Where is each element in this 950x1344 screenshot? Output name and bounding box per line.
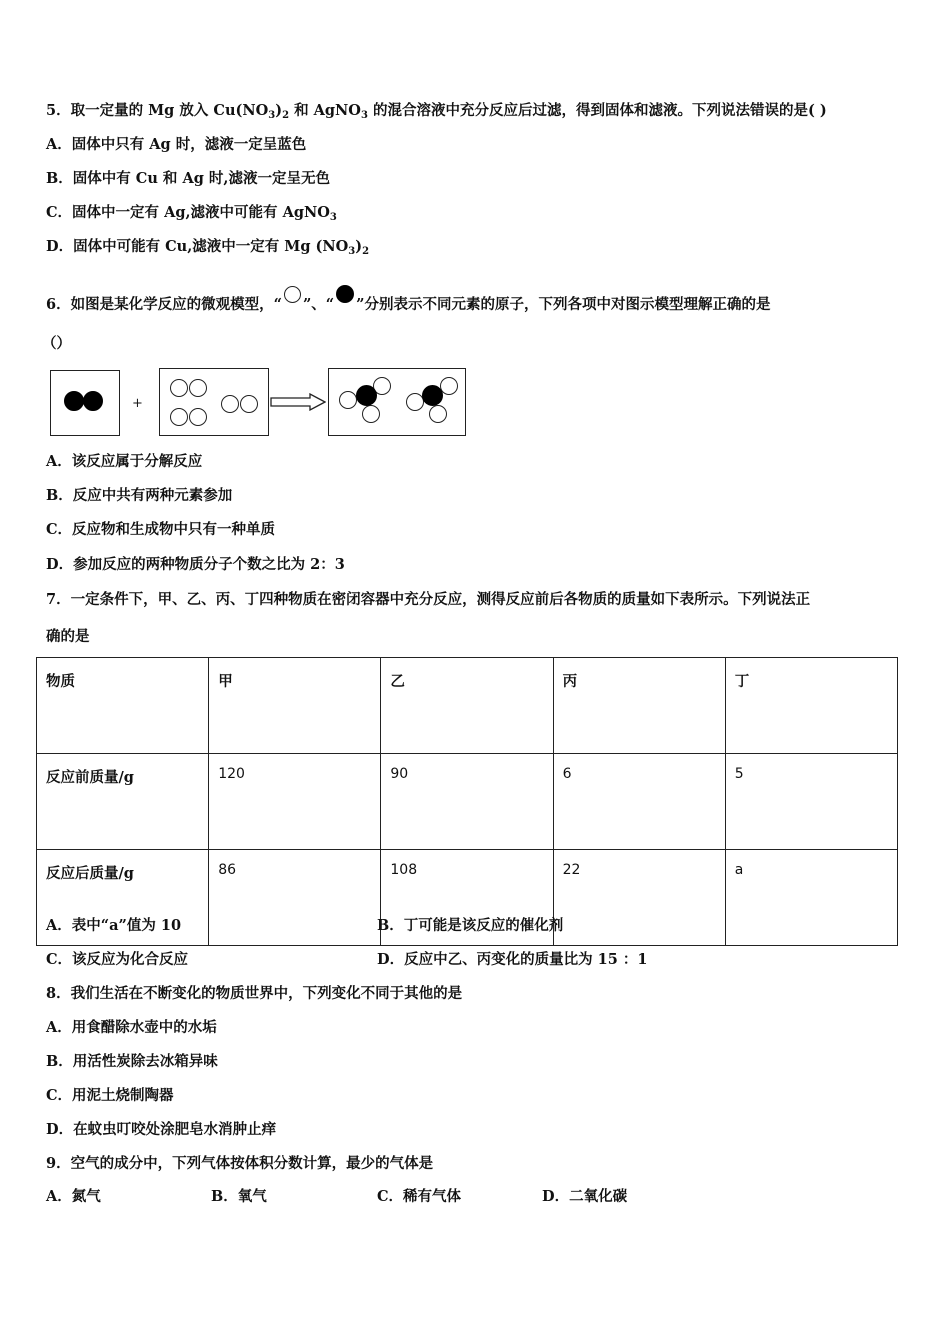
q9-option-a: A．氮气 — [46, 1188, 101, 1205]
product-box — [328, 368, 466, 436]
white-atom — [339, 391, 357, 409]
table-cell: 90 — [381, 754, 553, 850]
white-atom — [170, 408, 188, 426]
q7-stem-line2: 确的是 — [46, 628, 90, 645]
q6-option-b: B．反应中共有两种元素参加 — [46, 487, 233, 504]
q9-option-b: B．氧气 — [211, 1188, 267, 1205]
table-header-cell: 丙 — [553, 658, 725, 754]
q6-option-c: C．反应物和生成物中只有一种单质 — [46, 521, 276, 538]
white-atom — [240, 395, 258, 413]
q5-option-c: C．固体中一定有 Ag,滤液中可能有 AgNO$_3$ — [46, 204, 337, 223]
table-cell: 反应前质量/g — [37, 754, 209, 850]
black-atom-legend-icon — [336, 285, 354, 303]
table-header-cell: 甲 — [209, 658, 381, 754]
q5-option-a: A．固体中只有 Ag 时，滤液一定呈蓝色 — [46, 136, 307, 153]
table-cell: 6 — [553, 754, 725, 850]
black-atom — [64, 391, 84, 411]
black-atom — [422, 385, 443, 406]
q8-stem: 8．我们生活在不断变化的物质世界中，下列变化不同于其他的是 — [46, 985, 463, 1002]
white-atom — [221, 395, 239, 413]
q5-option-b: B．固体中有 Cu 和 Ag 时,滤液一定呈无色 — [46, 170, 330, 187]
q7-option-c: C．该反应为化合反应 — [46, 951, 189, 968]
table-row — [37, 754, 898, 850]
q7-option-a: A．表中“a”值为 10 — [46, 917, 182, 934]
mass-table — [36, 657, 898, 946]
white-atom — [189, 408, 207, 426]
reaction-arrow-icon — [270, 393, 326, 411]
q7-option-d: D．反应中乙、丙变化的质量比为 15 ：1 — [377, 951, 648, 968]
q8-option-c: C．用泥土烧制陶器 — [46, 1087, 174, 1104]
table-header-cell: 丁 — [725, 658, 897, 754]
white-atom — [189, 379, 207, 397]
q9-option-d: D．二氧化碳 — [542, 1188, 628, 1205]
table-header-cell: 物质 — [37, 658, 209, 754]
q6-paren: （） — [42, 335, 71, 352]
q8-option-b: B．用活性炭除去冰箱异味 — [46, 1053, 218, 1070]
q7-option-b: B．丁可能是该反应的催化剂 — [377, 917, 564, 934]
q5-stem: 5．取一定量的 Mg 放入 $Cu(NO_3)_2$ 和 AgNO$_3$ 的混合溶液中充分反应后过滤，得到固体和滤液。下列说法错误的是( ) — [46, 102, 827, 121]
q5-option-d: D．固体中可能有 Cu,滤液中一定有 Mg $(NO_3)_2$ — [46, 238, 370, 257]
white-atom — [170, 379, 188, 397]
q8-option-d: D．在蚊虫叮咬处涂肥皂水消肿止痒 — [46, 1121, 277, 1138]
q6-option-d: D．参加反应的两种物质分子个数之比为 2：3 — [46, 556, 345, 573]
table-cell: 反应后质量/g — [37, 850, 209, 946]
white-atom — [429, 405, 447, 423]
table-cell: 86 — [209, 850, 381, 946]
white-atom — [362, 405, 380, 423]
table-header-cell: 乙 — [381, 658, 553, 754]
white-atom-legend-icon — [284, 286, 301, 303]
table-cell: a — [725, 850, 897, 946]
reactant-box-1 — [50, 370, 120, 436]
table-header-row — [37, 658, 898, 754]
q6-option-a: A．该反应属于分解反应 — [46, 453, 203, 470]
q7-stem-line1: 7．一定条件下，甲、乙、丙、丁四种物质在密闭容器中充分反应，测得反应前后各物质的质量如下表所示。下列说法正 — [46, 591, 811, 608]
q9-option-c: C．稀有气体 — [377, 1188, 462, 1205]
table-cell: 120 — [209, 754, 381, 850]
q9-stem: 9．空气的成分中，下列气体按体积分数计算，最少的气体是 — [46, 1155, 434, 1172]
black-atom — [356, 385, 377, 406]
q6-stem: 6．如图是某化学反应的微观模型，“ ”、“ ”分别表示不同元素的原子，下列各项中对图示模型理解正确的是 — [46, 285, 770, 315]
plus-sign: + — [132, 396, 143, 411]
reactant-box-2 — [159, 368, 269, 436]
black-atom — [83, 391, 103, 411]
table-cell: 5 — [725, 754, 897, 850]
q8-option-a: A．用食醋除水壶中的水垢 — [46, 1019, 217, 1036]
table-cell: 108 — [381, 850, 553, 946]
table-cell: 22 — [553, 850, 725, 946]
